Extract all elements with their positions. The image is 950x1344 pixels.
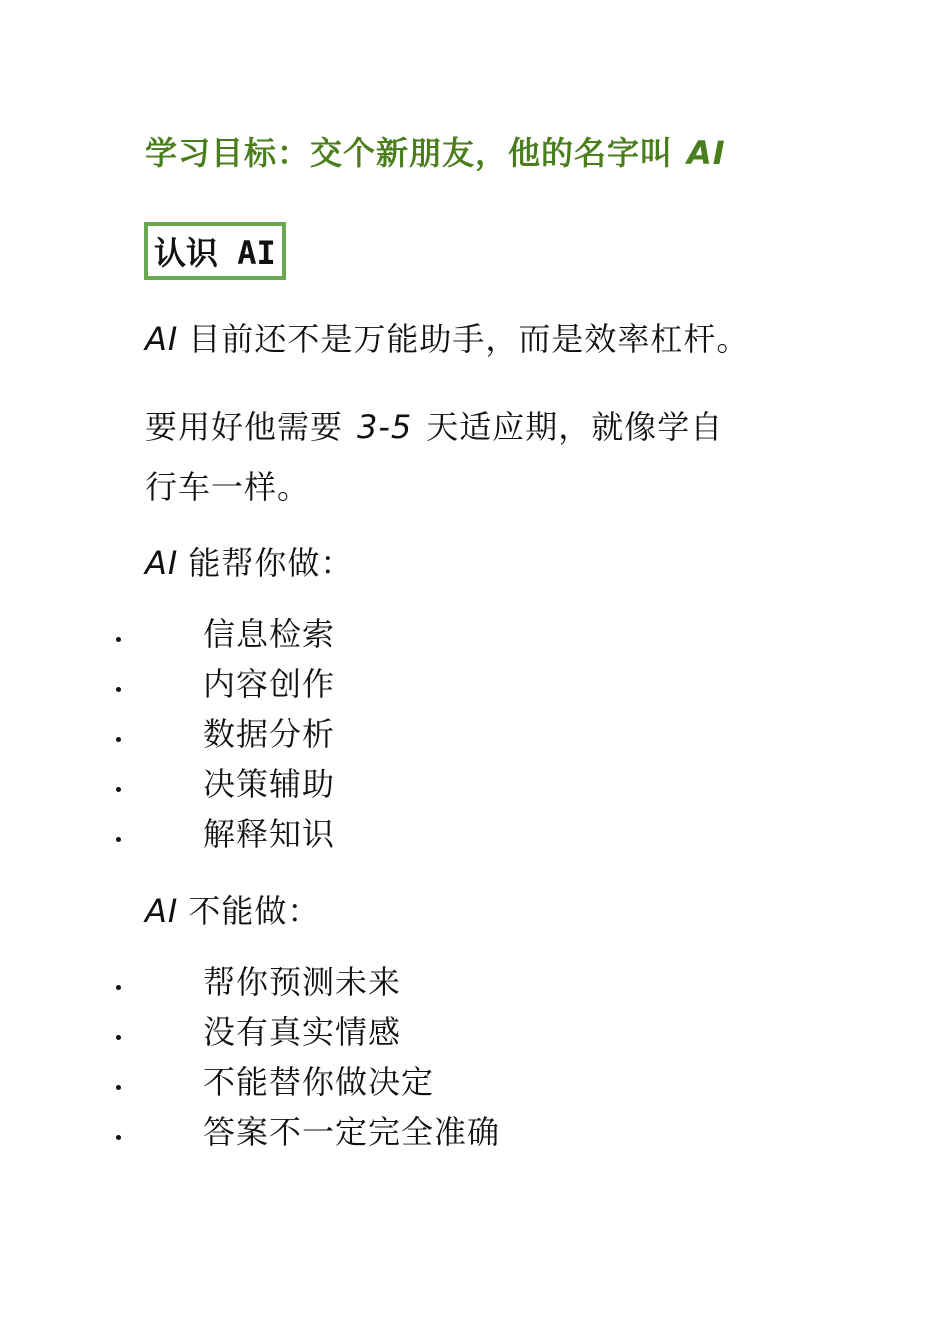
cannot-do-ai-word: AI	[145, 892, 179, 930]
bullet-icon	[116, 1035, 121, 1040]
list-item-text: 没有真实情感	[203, 1013, 402, 1051]
intro-line-2-number: 3-5	[357, 408, 413, 446]
section-heading	[144, 222, 286, 280]
cannot-do-label	[145, 880, 320, 942]
intro-line-3	[145, 456, 310, 518]
list-item-text: 决策辅助	[203, 765, 336, 803]
bullet-icon	[116, 837, 121, 842]
bullet-icon	[116, 737, 121, 742]
can-do-ai-word: AI	[145, 544, 179, 582]
list-item-text: 数据分析	[203, 715, 336, 753]
intro-line-2-pre: 要用好他需要	[145, 408, 344, 446]
learning-goal-ai-word: AI	[687, 134, 726, 172]
intro-ai-word: AI	[145, 320, 179, 358]
bullet-icon	[116, 1135, 121, 1140]
learning-goal-text: 学习目标：交个新朋友，他的名字叫	[145, 134, 674, 172]
list-item-text: 解释知识	[203, 815, 336, 853]
list-item-text: 不能替你做决定	[203, 1063, 435, 1101]
bullet-icon	[116, 1085, 121, 1090]
bullet-icon	[116, 985, 121, 990]
section-heading-text: 认识 AI	[154, 234, 276, 272]
can-do-label-text: 能帮你做：	[188, 544, 354, 582]
learning-goal-title	[145, 128, 726, 174]
intro-line-1-text: 目前还不是万能助手，而是效率杠杆。	[188, 320, 750, 358]
list-item-text: 内容创作	[203, 665, 336, 703]
list-item-text: 答案不一定完全准确	[203, 1113, 501, 1151]
intro-line-3-text: 行车一样。	[145, 468, 311, 506]
list-item-text: 信息检索	[203, 615, 336, 653]
bullet-icon	[116, 787, 121, 792]
bullet-icon	[116, 687, 121, 692]
intro-line-2	[145, 396, 723, 458]
list-item-text: 帮你预测未来	[203, 963, 402, 1001]
bullet-icon	[116, 637, 121, 642]
intro-line-2-post: 天适应期，就像学自	[426, 408, 724, 446]
intro-line-1	[145, 308, 749, 370]
can-do-label	[145, 532, 353, 594]
cannot-do-label-text: 不能做：	[188, 892, 321, 930]
